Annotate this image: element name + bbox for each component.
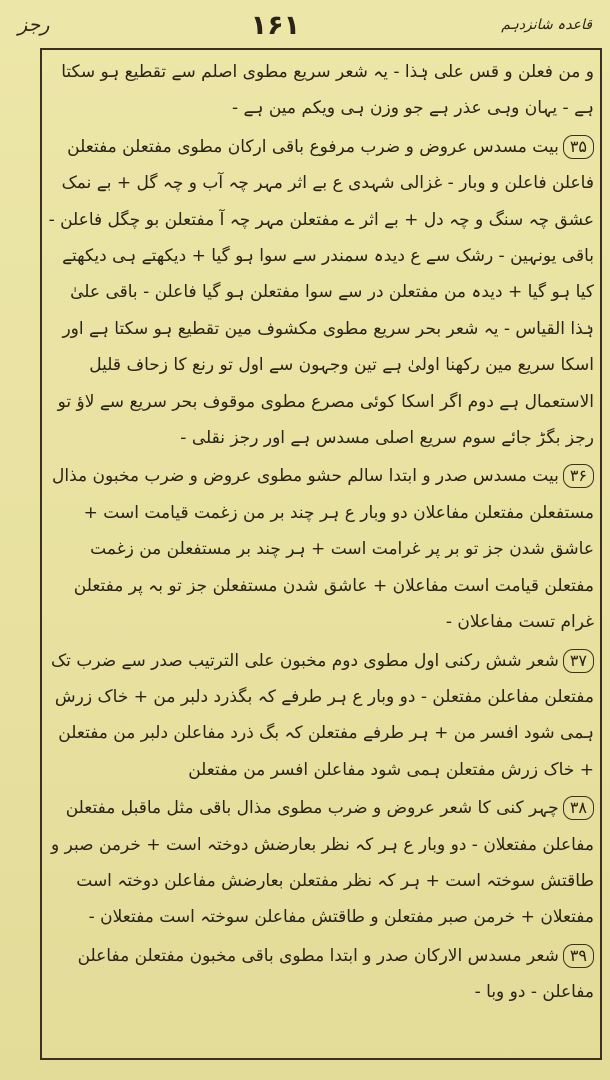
page-number: ۱۶۱ bbox=[250, 9, 301, 41]
paragraph-text: چہر کنی کا شعر عروض و ضرب مطوی مذال باقی مثل ماقبل مفتعلن مفاعلن مفتعلان - دو وبار ع ہر کہ نظر بعارضش دوختہ است + خرمن صبر و طاقتش سوختہ است + ہر کہ نظر مفتعلن بعارضش مفاعلن دوختہ است مفتعلان + خرمن صبر مفتعلن و طاقتش مفاعلن سوختہ است مفتعلان - bbox=[51, 798, 594, 928]
page-body bbox=[46, 54, 594, 1054]
paragraph-text: بیت مسدس عروض و ضرب مرفوع باقی ارکان مطوی مفتعلن مفتعلن فاعلن فاعلن و وبار - غزالی شہدی ع بے اثر مہر چہ آب و چہ گل + بے نمک عشق چہ سنگ و چہ دل + بے اثر ے مفتعلن مہر چہ آ مفتعلن بو چگل فاعلن - باقی یونہین - رشک سے ع دیدہ سمندر سے سوا ہو گیا + دیکھتے ہی دیکھتے کیا ہو گیا + دیدہ من مفتعلن در سے سوا مفتعلن ہو گیا فاعلن - باقی علیٰ ہٰذا القیاس - یہ شعر بحر سریع مطوی مکشوف مین تقطیع ہو سکتا ہے اور اسکا سریع مین رکھنا اولیٰ ہے تین وجہون سے اول تو رنع کا زحاف قلیل الاستعمال ہے دوم اگر اسکا کوئی مصرع مطوی موقوف بحر سریع سے لاؤ تو رجز بگڑ جائے سوم سریع اصلی مسدس ہے اور رجز نقلی - bbox=[48, 136, 594, 449]
verse-number: ۳۶ bbox=[563, 464, 594, 488]
paragraph-text: شعر مسدس الارکان صدر و ابتدا مطوی باقی مخبون مفتعلن مفاعلن مفاعلن - دو وبا - bbox=[77, 945, 594, 1003]
running-title: رجز bbox=[18, 14, 50, 36]
verse-number: ۳۵ bbox=[563, 135, 594, 159]
paragraph-text: شعر شش رکنی اول مطوی دوم مخبون علی الترتیب صدر سے ضرب تک مفتعلن مفاعلن مفتعلن - دو وبار ع ہر طرفے کہ بگذرد دلبر من + خاک زرش ہمی شود افسر من + ہر طرفے مفتعلن کہ بگ ذرد مفاعلن دلبر من مفتعلن + خاک زرش مفتعلن ہمی شود مفاعلن افسر من مفتعلن bbox=[50, 650, 594, 780]
paragraph bbox=[46, 790, 594, 936]
paragraph bbox=[46, 938, 594, 1011]
verse-number: ۳۷ bbox=[563, 649, 594, 673]
paragraph bbox=[46, 129, 594, 457]
paragraph bbox=[46, 458, 594, 640]
paragraph-text: بیت مسدس صدر و ابتدا سالم حشو مطوی عروض و ضرب مخبون مذال مستفعلن مفتعلن مفاعلان دو وبار ع ہر چند بر من زغمت قیامت است + عاشق شدن جز تو بر پر غرامت است + ہر چند بر مستفعلن من زغمت مفتعلن قیامت است مفاعلان + عاشق شدن مستفعلن جز تو بہ پر مفتعلن غرام تست مفاعلان - bbox=[52, 466, 594, 633]
page-header bbox=[18, 6, 592, 44]
verse-number: ۳۸ bbox=[563, 796, 594, 820]
book-title: قاعدہ شانزدہم bbox=[501, 17, 592, 33]
paragraph bbox=[46, 643, 594, 789]
paragraph-text: و من فعلن و قس علی ہٰذا - یہ شعر سریع مطوی اصلم سے تقطیع ہو سکتا ہے - یہان وہی عذر ہے جو وزن ہی ویکم مین ہے - bbox=[61, 62, 594, 119]
verse-number: ۳۹ bbox=[563, 944, 594, 968]
paragraph bbox=[46, 54, 594, 127]
